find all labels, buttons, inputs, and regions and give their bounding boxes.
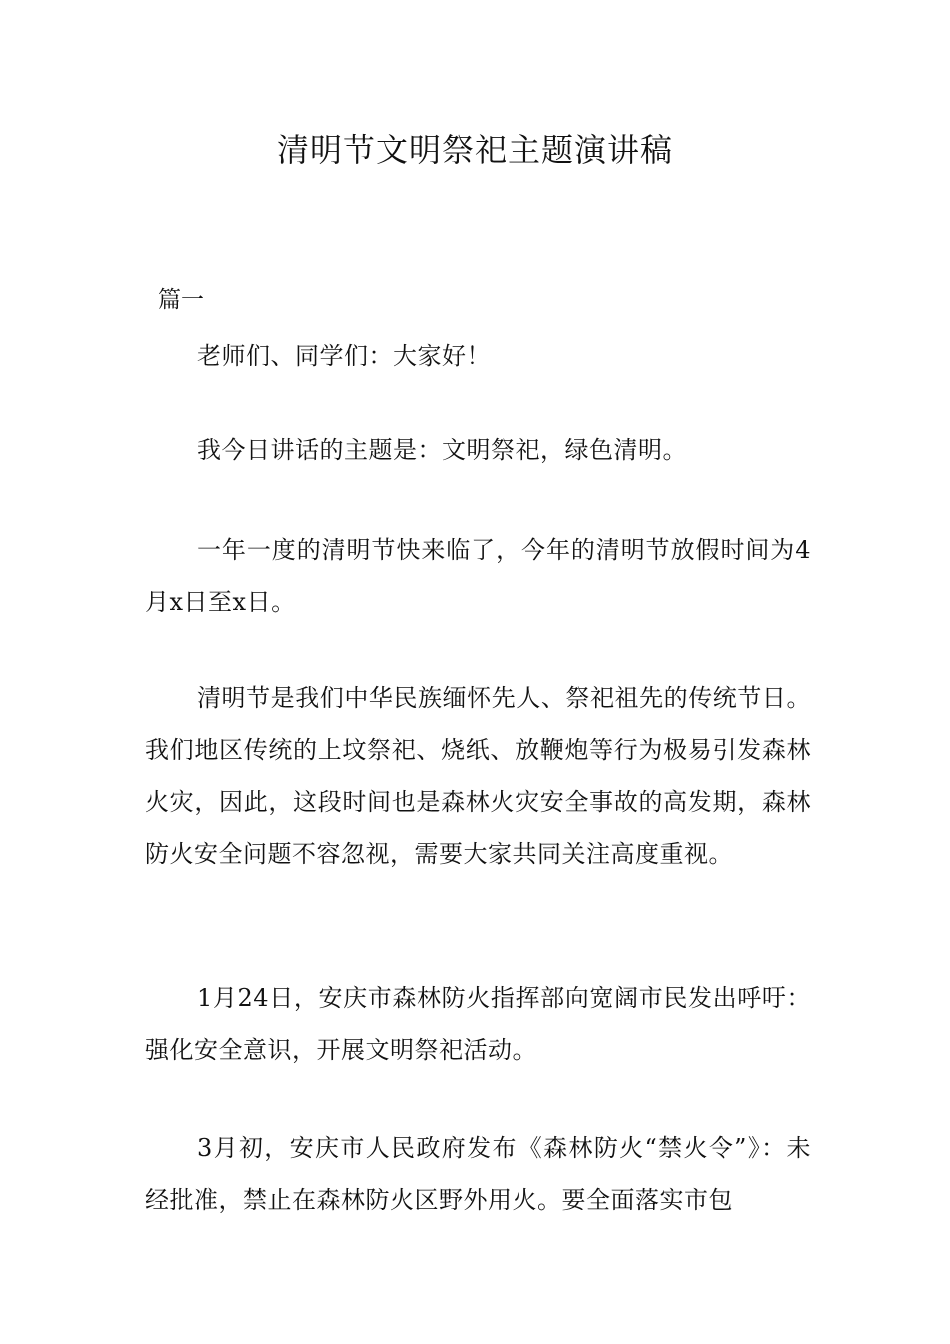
paragraph-topic: 我今日讲话的主题是：文明祭祀，绿色清明。 (197, 436, 687, 464)
paragraph-greeting: 老师们、同学们：大家好！ (197, 342, 491, 370)
section-label: 篇一 (158, 287, 204, 313)
paragraph-tradition: 清明节是我们中华民族缅怀先人、祭祀祖先的传统节日。我们地区传统的上坟祭祀、烧纸、放鞭炮等行为极易引发森林火灾，因此，这段时间也是森林火灾安全事故的高发期，森林防火安全问题不容忽视，需要大家共同关注高度重视。 (145, 684, 811, 868)
paragraph-fire-ban: 3月初，安庆市人民政府发布《森林防火“禁火令”》：未经批准，禁止在森林防火区野外用火。要全面落实市包 (145, 1134, 811, 1214)
paragraph-appeal: 1月24日，安庆市森林防火指挥部向宽阔市民发出呼吁：强化安全意识，开展文明祭祀活动。 (145, 984, 811, 1064)
document-title: 清明节文明祭祀主题演讲稿 (276, 131, 673, 169)
paragraph-holiday: 一年一度的清明节快来临了，今年的清明节放假时间为4月x日至x日。 (145, 536, 811, 616)
